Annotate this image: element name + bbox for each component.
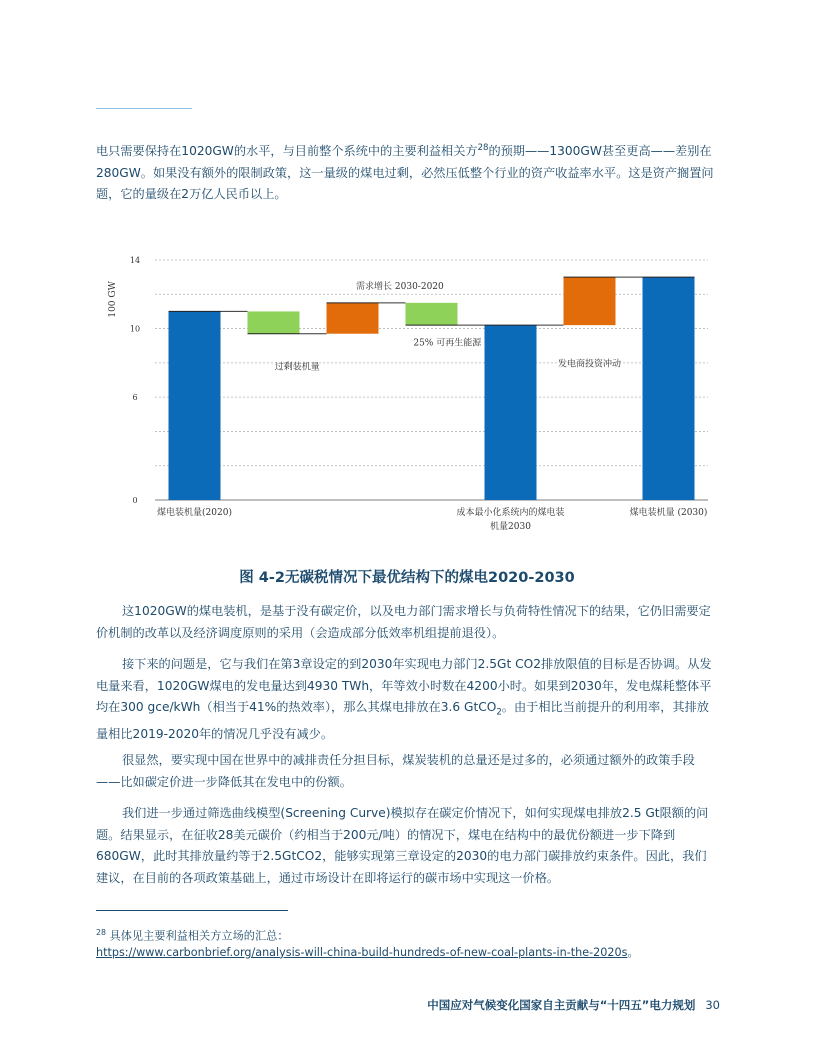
body-paragraph-3: 很显然，要实现中国在世界中的减排责任分担目标，煤炭装机的总量还是过多的，必须通过额外的政策手段——比如碳定价进一步降低其在发电中的份额。 [96,753,695,789]
y-axis-label: 100 GW [108,281,118,318]
body-paragraph-2: 接下来的问题是，它与我们在第3章设定的到2030年实现电力部门2.5Gt CO2排放限值的目标是否协调。从发电量来看，1020GW煤电的发电量达到4930 TWh，年等效小时数在4200小时。如果到2030年，发电煤耗整体平均在300 gce/kWh（相当于41%的热效率），那么其煤电排放在3.6 GtCO$_2$。由于相比当前提升的利用率，其排放量相比2019-2020年的情况几乎没有减少。 [96,657,712,741]
footnote-title: 具体见主要利益相关方立场的汇总： [105,929,289,943]
category-label: 机量2030 [490,522,531,532]
page-footer [427,997,720,1013]
y-tick-label: 14 [129,256,141,265]
y-tick-label: 10 [129,324,141,334]
coal-waterfall-chart [100,250,720,550]
bar-1 [169,311,221,500]
bar-5 [485,325,537,500]
top-accent-line [96,108,192,109]
chart-annotation: 需求增长 2030-2020 [356,282,444,293]
bar-3 [327,303,379,334]
footnote-ref-28[interactable]: 28 [477,143,489,153]
bar-6 [564,277,616,325]
body-paragraph-4: 我们进一步通过筛选曲线模型(Screening Curve)模拟存在碳定价情况下，如何实现煤电排放2.5 Gt限额的问题。结果显示，在征收28美元碳价（约相当于200元/吨）的情况下，煤电在结构中的最优份额进一步下降到680GW，此时其排放量约等于2.5GtCO2，能够实现第三章设定的2030的电力部门碳排放约束条件。因此，我们建议，在目前的各项政策基础上，通过市场设计在即将运行的碳市场中实现这一价格。 [96,806,709,885]
footnote-number: 28 [96,928,106,937]
footnote-28: $^{28}$ 具体见主要利益相关方立场的汇总： https://www.carbonbrief.org/analysis-will-china-build-hundreds-of-new-coal-plants-in-the-2020s。 [96,928,639,959]
category-label: 煤电装机量(2020) [157,508,232,518]
footer-title: 中国应对气候变化国家自主贡献与“十四五”电力规划 [427,998,696,1012]
figure-caption: 图 4-2无碳税情况下最优结构下的煤电2020-2030 [239,570,575,586]
bar-2 [248,311,300,333]
y-tick-label: 6 [132,393,138,403]
category-label: 煤电装机量 (2030) [629,508,708,518]
bar-7 [643,277,695,500]
footnote-link[interactable]: https://www.carbonbrief.org/analysis-will-china-build-hundreds-of-new-coal-plants-in-the-2020s [96,945,628,959]
y-tick-label: 0 [132,496,138,505]
body-paragraph-1: 这1020GW的煤电装机，是基于没有碳定价，以及电力部门需求增长与负荷特性情况下的结果，它仍旧需要定价机制的改革以及经济调度原则的采用（会造成部分低效率机组提前退役）。 [96,604,711,640]
chart-annotation: 25% 可再生能源 [413,338,482,349]
chart-annotation: 发电商投资冲动 [557,359,622,370]
chart-annotation: 过剩装机量 [274,362,320,373]
chart-svg [100,250,720,550]
category-label: 成本最小化系统内的煤电装 [456,508,565,518]
page-number: 30 [705,998,720,1012]
intro-paragraph: 电只需要保持在1020GW的水平，与目前整个系统中的主要利益相关方$^{28}$的预期——1300GW甚至更高——差别在280GW。如果没有额外的限制政策，这一量级的煤电过剩，必然压低整个行业的资产收益率水平。这是资产搁置问题，它的量级在2万亿人民币以上。 [96,143,714,202]
footnote-rule [96,910,288,911]
bar-4 [406,303,458,325]
